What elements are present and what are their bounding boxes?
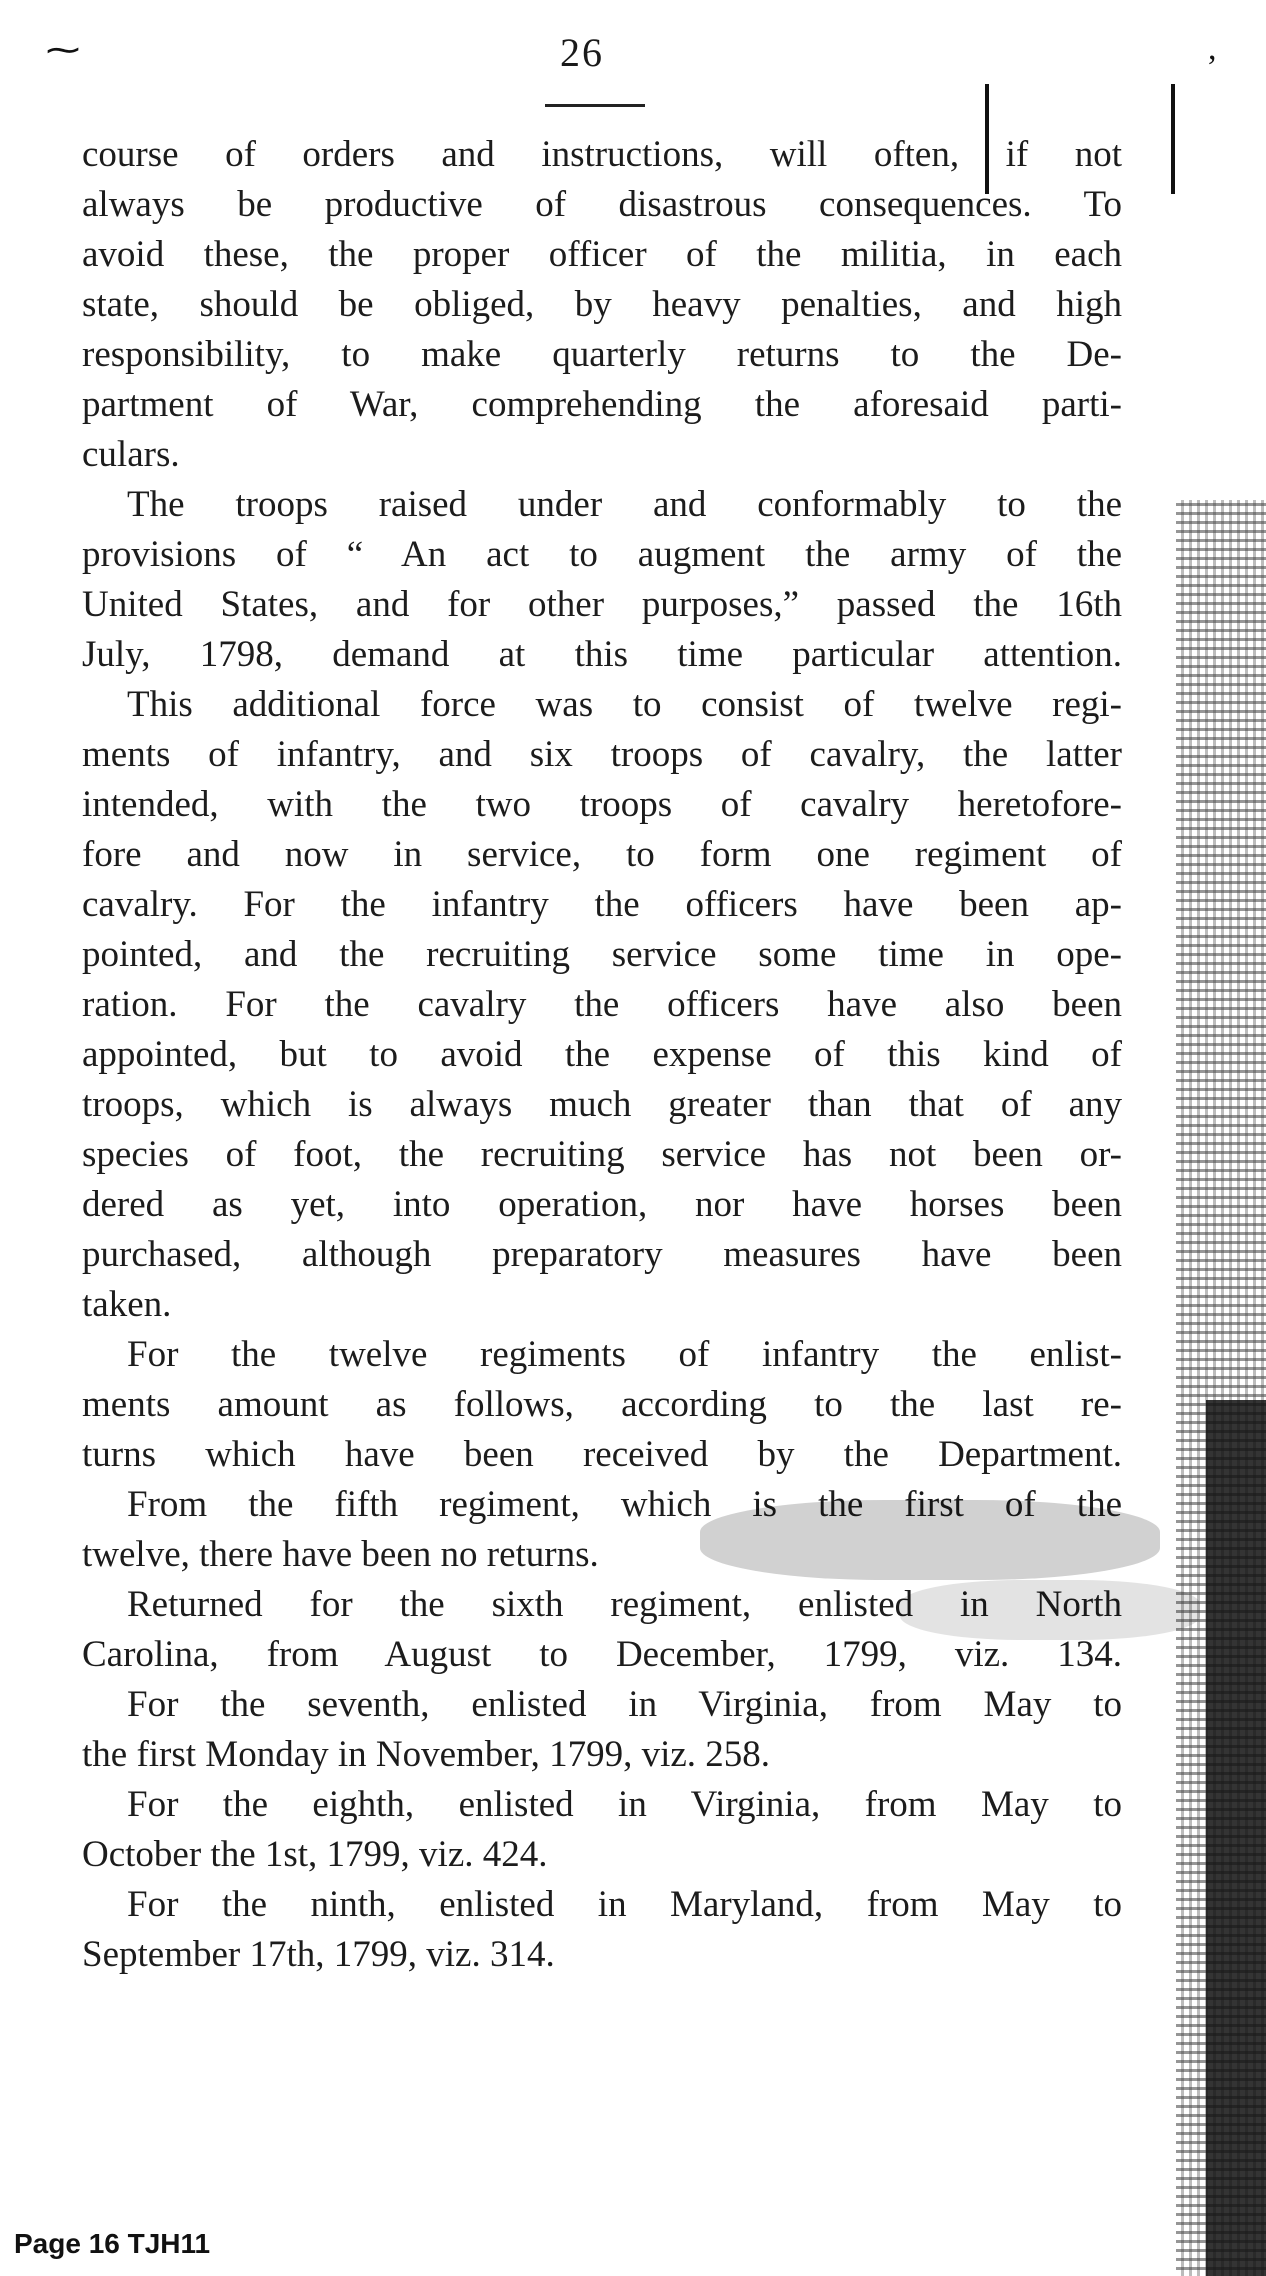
text-line: turns which have been received by the Department. xyxy=(82,1434,1122,1475)
text-line: intended, with the two troops of cavalry heretofore- xyxy=(82,784,1122,825)
text-line: United States, and for other purposes,” passed the 16th xyxy=(82,584,1122,625)
corner-mark-right: , xyxy=(1208,30,1217,67)
text-line: October the 1st, 1799, viz. 424. xyxy=(82,1834,548,1875)
text-line: Returned for the sixth regiment, enlisted in North xyxy=(127,1584,1122,1625)
text-line: For the ninth, enlisted in Maryland, from May to xyxy=(127,1884,1122,1925)
page-footer-label: Page 16 TJH11 xyxy=(14,2228,211,2259)
text-line: cavalry. For the infantry the officers have been ap- xyxy=(82,884,1122,925)
text-line: dered as yet, into operation, nor have horses been xyxy=(82,1184,1122,1225)
text-line: This additional force was to consist of twelve regi- xyxy=(127,684,1122,725)
text-line: ments of infantry, and six troops of cavalry, the latter xyxy=(82,734,1122,775)
text-line: The troops raised under and conformably to the xyxy=(127,484,1122,525)
text-line: purchased, although preparatory measures have been xyxy=(82,1234,1122,1275)
text-line: Carolina, from August to December, 1799, viz. 134. xyxy=(82,1634,1122,1675)
corner-mark-left: ⁓ xyxy=(46,32,80,69)
text-line: From the fifth regiment, which is the first of the xyxy=(127,1484,1122,1525)
text-line: provisions of “ An act to augment the army of the xyxy=(82,534,1122,575)
text-line: course of orders and instructions, will often, if not xyxy=(82,134,1122,175)
text-line: ments amount as follows, according to the last re- xyxy=(82,1384,1122,1425)
text-line: always be productive of disastrous consequences. To xyxy=(82,184,1122,225)
text-line: partment of War, comprehending the aforesaid parti- xyxy=(82,384,1122,425)
text-line: For the eighth, enlisted in Virginia, from May to xyxy=(127,1784,1122,1825)
text-line: ration. For the cavalry the officers have also been xyxy=(82,984,1122,1025)
text-line: taken. xyxy=(82,1284,172,1325)
text-line: troops, which is always much greater than that of any xyxy=(82,1084,1122,1125)
text-line: the first Monday in November, 1799, viz. 258. xyxy=(82,1734,771,1775)
scan-dark-edge xyxy=(1206,1400,1266,2276)
scan-smudge xyxy=(700,1500,1160,1580)
text-line: For the twelve regiments of infantry the enlist- xyxy=(127,1334,1122,1375)
body-text xyxy=(82,130,1122,1980)
text-line: species of foot, the recruiting service has not been or- xyxy=(82,1134,1122,1175)
text-line: appointed, but to avoid the expense of this kind of xyxy=(82,1034,1122,1075)
text-line: culars. xyxy=(82,434,180,475)
text-line: fore and now in service, to form one regiment of xyxy=(82,834,1122,875)
text-line: twelve, there have been no returns. xyxy=(82,1534,599,1575)
text-line: For the seventh, enlisted in Virginia, from May to xyxy=(127,1684,1122,1725)
text-line: state, should be obliged, by heavy penalties, and high xyxy=(82,284,1122,325)
text-line: responsibility, to make quarterly returns to the De- xyxy=(82,334,1122,375)
scan-smudge-2 xyxy=(900,1580,1200,1640)
header-rule xyxy=(545,104,645,107)
text-line: pointed, and the recruiting service some time in ope- xyxy=(82,934,1122,975)
text-line: September 17th, 1799, viz. 314. xyxy=(82,1934,555,1975)
text-line: July, 1798, demand at this time particular attention. xyxy=(82,634,1122,675)
page-number: 26 xyxy=(560,30,604,75)
margin-rule-right xyxy=(1171,84,1175,194)
text-line: avoid these, the proper officer of the militia, in each xyxy=(82,234,1122,275)
